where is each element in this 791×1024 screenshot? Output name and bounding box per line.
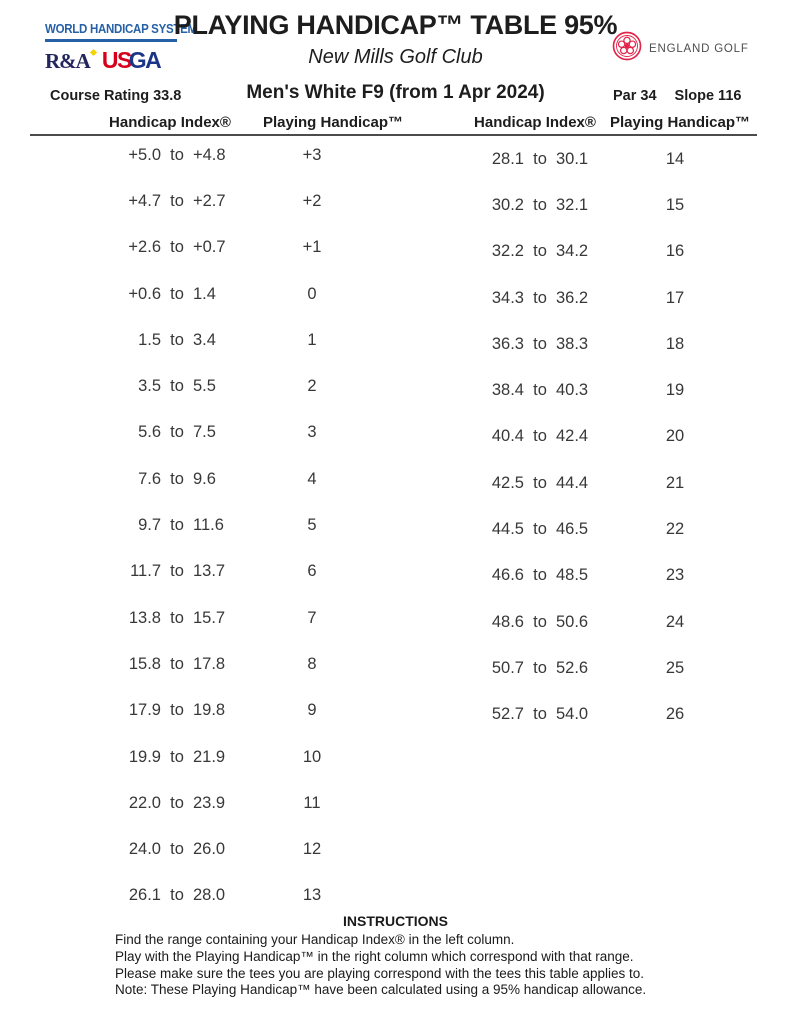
instruction-line: Please make sure the tees you are playing correspond with the tees this table applies to. — [115, 965, 645, 981]
handicap-index-range — [105, 423, 249, 442]
table-row — [468, 692, 710, 738]
range-to-word: to — [533, 195, 547, 214]
handicap-index-range — [468, 659, 612, 678]
instructions-section — [0, 913, 791, 999]
handicap-index-range — [468, 242, 612, 261]
playing-handicap-value: 15 — [665, 195, 685, 214]
table-row — [105, 132, 347, 178]
handicap-index-range — [105, 562, 249, 581]
range-to-word: to — [170, 191, 184, 210]
range-to-word: to — [170, 377, 184, 396]
instruction-line: Note: These Playing Handicap™ have been calculated using a 95% handicap allowance. — [115, 982, 647, 998]
course-rating: Course Rating 33.8 — [50, 88, 182, 104]
range-to-word: to — [170, 747, 184, 766]
table-row — [105, 826, 347, 872]
table-row — [105, 317, 347, 363]
range-high: 44.4 — [556, 473, 589, 492]
range-to-word: to — [170, 562, 184, 581]
playing-handicap-value: 6 — [307, 562, 317, 581]
range-to-word: to — [170, 469, 184, 488]
range-high: 50.6 — [556, 612, 589, 631]
handicap-index-range — [468, 335, 612, 354]
handicap-index-range — [105, 655, 249, 674]
table-row — [468, 460, 710, 506]
range-to-word: to — [170, 284, 184, 303]
playing-handicap-value: 10 — [302, 747, 322, 766]
handicap-table-right-column — [468, 136, 710, 738]
range-low: +2.6 — [128, 238, 161, 257]
range-to-word: to — [533, 334, 547, 353]
rose-icon — [612, 31, 642, 66]
handicap-index-range — [468, 150, 612, 169]
range-high: 23.9 — [193, 793, 226, 812]
handicap-index-range — [105, 377, 249, 396]
table-row — [468, 599, 710, 645]
playing-handicap-value: 26 — [665, 705, 685, 724]
table-row — [468, 645, 710, 691]
playing-handicap-value: 19 — [665, 381, 685, 400]
range-low: 32.2 — [491, 242, 524, 261]
range-to-word: to — [533, 566, 547, 585]
page-title: PLAYING HANDICAP™ TABLE 95% — [173, 10, 618, 40]
range-low: 40.4 — [491, 427, 524, 446]
england-golf-label: ENGLAND GOLF — [649, 42, 749, 55]
range-low: 15.8 — [128, 654, 161, 673]
handicap-index-range — [105, 285, 249, 304]
range-to-word: to — [170, 238, 184, 257]
range-to-word: to — [533, 705, 547, 724]
range-to-word: to — [533, 658, 547, 677]
table-row — [105, 502, 347, 548]
playing-handicap-value: 7 — [307, 608, 317, 627]
range-high: 40.3 — [556, 381, 589, 400]
england-golf-logo — [612, 31, 749, 66]
handicap-index-header-right: Handicap Index® — [474, 114, 596, 131]
table-row — [105, 549, 347, 595]
range-low: +5.0 — [128, 145, 161, 164]
range-low: 9.7 — [138, 516, 161, 535]
table-row — [105, 688, 347, 734]
club-name: New Mills Golf Club — [308, 46, 483, 68]
range-to-word: to — [170, 886, 184, 905]
table-row — [468, 275, 710, 321]
range-to-word: to — [170, 516, 184, 535]
range-low: 26.1 — [128, 886, 161, 905]
range-high: +4.8 — [193, 145, 226, 164]
range-to-word: to — [533, 520, 547, 539]
range-to-word: to — [533, 473, 547, 492]
range-high: 13.7 — [193, 562, 226, 581]
playing-handicap-value: 8 — [307, 654, 317, 673]
handicap-index-header-left: Handicap Index® — [109, 114, 231, 131]
range-to-word: to — [170, 654, 184, 673]
range-high: 9.6 — [193, 469, 216, 488]
range-to-word: to — [533, 612, 547, 631]
range-high: 52.6 — [556, 658, 589, 677]
handicap-index-range — [105, 609, 249, 628]
range-to-word: to — [533, 427, 547, 446]
usga-logo-us: US — [101, 47, 131, 73]
table-row — [468, 506, 710, 552]
range-high: 19.8 — [193, 701, 226, 720]
range-high: 1.4 — [193, 284, 216, 303]
range-low: 42.5 — [491, 473, 524, 492]
playing-handicap-value: 2 — [307, 377, 317, 396]
range-low: +4.7 — [128, 191, 161, 210]
range-high: 32.1 — [556, 195, 589, 214]
range-high: 26.0 — [193, 840, 226, 859]
range-high: 11.6 — [193, 516, 224, 535]
range-low: 5.6 — [138, 423, 161, 442]
table-row — [105, 271, 347, 317]
playing-handicap-value: 20 — [665, 427, 685, 446]
range-to-word: to — [170, 330, 184, 349]
table-row — [105, 780, 347, 826]
handicap-index-range — [105, 748, 249, 767]
table-row — [468, 367, 710, 413]
table-row — [468, 553, 710, 599]
range-low: 34.3 — [491, 288, 524, 307]
table-row — [105, 456, 347, 502]
playing-handicap-value: 9 — [307, 701, 317, 720]
range-low: 3.5 — [138, 377, 161, 396]
playing-handicap-value: 17 — [665, 288, 685, 307]
range-to-word: to — [533, 149, 547, 168]
table-row — [468, 321, 710, 367]
handicap-index-range — [105, 470, 249, 489]
range-to-word: to — [533, 288, 547, 307]
handicap-index-range — [468, 381, 612, 400]
playing-handicap-value: 18 — [665, 334, 685, 353]
handicap-index-range — [105, 840, 249, 859]
range-low: 52.7 — [491, 705, 524, 724]
range-high: 5.5 — [193, 377, 216, 396]
range-high: 54.0 — [556, 705, 589, 724]
range-to-word: to — [533, 381, 547, 400]
range-low: 44.5 — [491, 520, 524, 539]
range-high: 42.4 — [556, 427, 589, 446]
range-low: 36.3 — [491, 334, 524, 353]
playing-handicap-value: 24 — [665, 612, 685, 631]
playing-handicap-value: 5 — [307, 516, 317, 535]
table-row — [105, 363, 347, 409]
handicap-index-range — [105, 238, 249, 257]
range-low: 1.5 — [138, 330, 161, 349]
playing-handicap-value: 12 — [302, 840, 322, 859]
playing-handicap-value: 11 — [303, 793, 321, 812]
range-high: 21.9 — [193, 747, 226, 766]
instructions-text — [115, 932, 791, 999]
playing-handicap-value: 13 — [302, 886, 322, 905]
range-low: 50.7 — [491, 658, 524, 677]
range-high: 34.2 — [556, 242, 589, 261]
range-high: 38.3 — [556, 334, 589, 353]
handicap-index-range — [468, 613, 612, 632]
playing-handicap-value: +2 — [302, 191, 322, 210]
handicap-index-range — [468, 566, 612, 585]
slope-value: Slope 116 — [674, 88, 742, 104]
range-to-word: to — [170, 608, 184, 627]
range-high: 48.5 — [556, 566, 589, 585]
handicap-index-range — [105, 331, 249, 350]
playing-handicap-header-left: Playing Handicap™ — [262, 114, 404, 131]
table-row — [105, 734, 347, 780]
handicap-index-range — [105, 701, 249, 720]
range-low: +0.6 — [128, 284, 161, 303]
playing-handicap-value: 16 — [665, 242, 685, 261]
table-row — [105, 225, 347, 271]
playing-handicap-value: +1 — [302, 238, 322, 257]
playing-handicap-value: +3 — [302, 145, 322, 164]
whs-logo-text: WORLD HANDICAP SYSTEM — [45, 22, 197, 36]
range-low: 30.2 — [491, 195, 524, 214]
range-high: 30.1 — [556, 149, 589, 168]
range-low: 48.6 — [491, 612, 524, 631]
handicap-index-range — [468, 520, 612, 539]
playing-handicap-value: 23 — [665, 566, 685, 585]
handicap-index-range — [468, 196, 612, 215]
instructions-heading: INSTRUCTIONS — [343, 913, 448, 929]
range-high: 28.0 — [193, 886, 226, 905]
range-high: 7.5 — [193, 423, 216, 442]
instruction-line: Find the range containing your Handicap Index® in the left column. — [115, 932, 515, 947]
range-low: 13.8 — [128, 608, 161, 627]
table-row — [468, 229, 710, 275]
range-low: 7.6 — [138, 469, 161, 488]
playing-handicap-value: 14 — [665, 149, 685, 168]
range-to-word: to — [170, 145, 184, 164]
range-high: 36.2 — [556, 288, 589, 307]
range-low: 19.9 — [128, 747, 161, 766]
usga-logo-ga: GA — [128, 47, 161, 73]
range-high: 3.4 — [193, 330, 216, 349]
playing-handicap-value: 3 — [307, 423, 317, 442]
range-low: 17.9 — [128, 701, 161, 720]
instruction-line: Play with the Playing Handicap™ in the right column which correspond with that range. — [115, 948, 634, 964]
range-high: +0.7 — [193, 238, 226, 257]
range-to-word: to — [170, 840, 184, 859]
handicap-index-range — [105, 794, 249, 813]
table-row — [105, 641, 347, 687]
playing-handicap-value: 22 — [665, 520, 685, 539]
handicap-index-range — [468, 474, 612, 493]
range-to-word: to — [170, 423, 184, 442]
range-low: 28.1 — [491, 149, 524, 168]
playing-handicap-value: 1 — [307, 330, 317, 349]
range-low: 22.0 — [128, 793, 161, 812]
par-value: Par 34 — [613, 88, 657, 104]
range-low: 24.0 — [128, 840, 161, 859]
range-to-word: to — [170, 701, 184, 720]
range-to-word: to — [170, 793, 184, 812]
playing-handicap-value: 4 — [307, 469, 317, 488]
randa-logo-text: R&A — [45, 49, 90, 73]
range-high: 17.8 — [193, 654, 226, 673]
handicap-index-range — [105, 146, 249, 165]
range-to-word: to — [533, 242, 547, 261]
handicap-table — [0, 132, 791, 924]
range-low: 38.4 — [491, 381, 524, 400]
playing-handicap-value: 0 — [307, 284, 317, 303]
range-low: 46.6 — [491, 566, 524, 585]
table-row — [468, 414, 710, 460]
tee-title: Men's White F9 (from 1 Apr 2024) — [246, 82, 545, 103]
par-slope — [613, 88, 741, 104]
table-row — [105, 178, 347, 224]
range-low: 11.7 — [130, 562, 161, 581]
playing-handicap-value: 21 — [665, 473, 685, 492]
table-row — [105, 595, 347, 641]
handicap-index-range — [105, 516, 249, 535]
range-high: 15.7 — [193, 608, 226, 627]
handicap-index-range — [105, 886, 249, 905]
handicap-index-range — [468, 427, 612, 446]
playing-handicap-header-right: Playing Handicap™ — [609, 114, 751, 131]
table-row — [468, 182, 710, 228]
table-row — [105, 410, 347, 456]
range-high: 46.5 — [556, 520, 589, 539]
table-row — [468, 136, 710, 182]
handicap-index-range — [468, 705, 612, 724]
playing-handicap-value: 25 — [665, 658, 685, 677]
handicap-index-range — [105, 192, 249, 211]
range-high: +2.7 — [193, 191, 226, 210]
handicap-index-range — [468, 289, 612, 308]
handicap-table-left-column — [105, 132, 347, 919]
